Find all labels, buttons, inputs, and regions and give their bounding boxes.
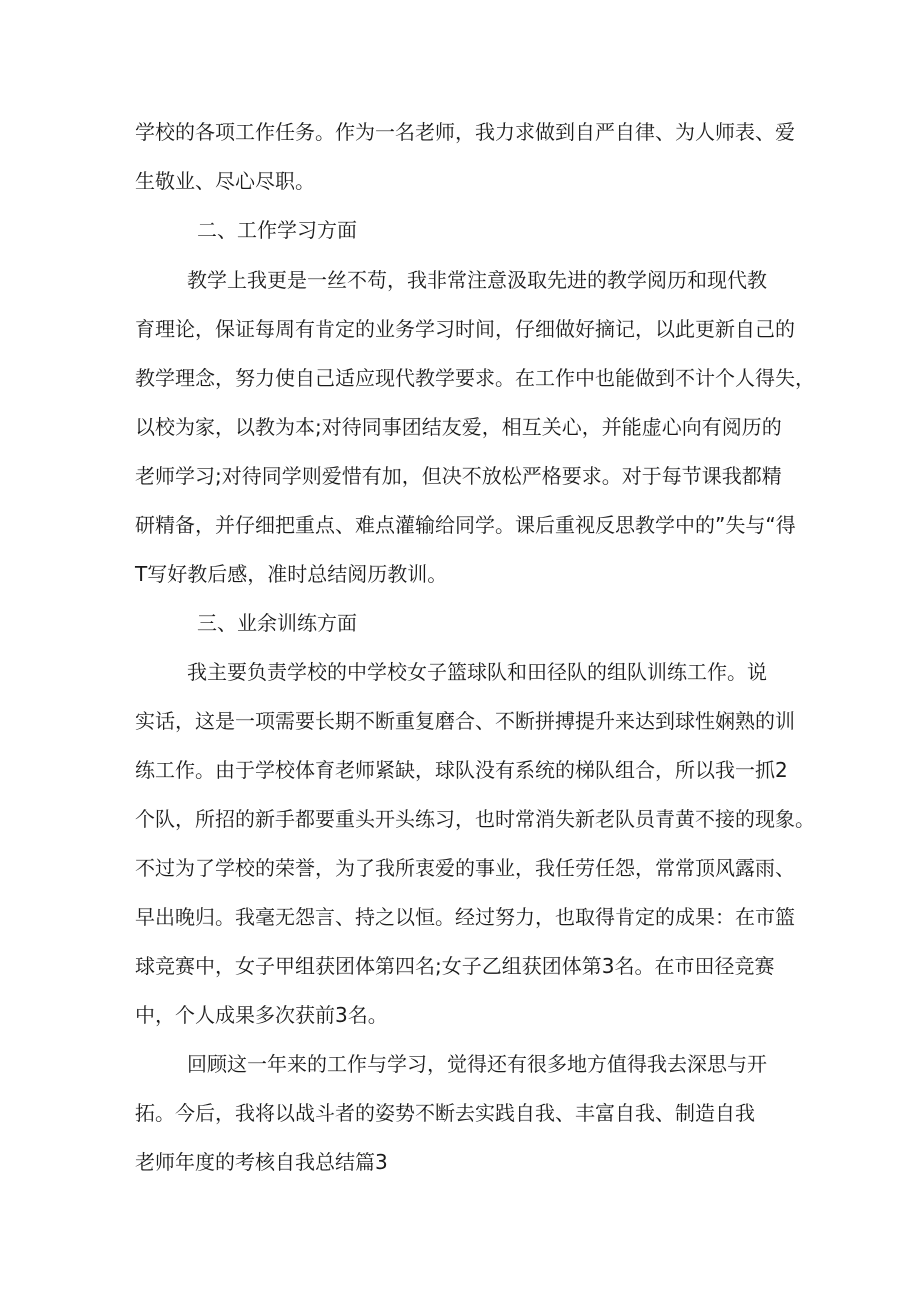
paragraph-line: 不过为了学校的荣誉，为了我所衷爱的事业，我任劳任怨，常常顶风露雨、	[135, 856, 795, 880]
paragraph-line: 学校的各项工作任务。作为一名老师，我力求做到自严自律、为人师表、爱	[135, 120, 795, 144]
paragraph-line: 以校为家，以教为本;对待同事团结友爱，相互关心，并能虚心向有阅历的	[135, 415, 782, 439]
paragraph-line: 球竞赛中，女子甲组获团体第四名;女子乙组获团体第3名。在市田径竞赛	[135, 954, 775, 978]
paragraph-line: 中，个人成果多次获前3名。	[135, 1003, 388, 1027]
paragraph-line: 回顾这一年来的工作与学习，觉得还有很多地方值得我去深思与开	[187, 1052, 767, 1076]
paragraph-line: T写好教后感，准时总结阅历教训。	[135, 562, 448, 586]
paragraph-line: 练工作。由于学校体育老师紧缺，球队没有系统的梯队组合，所以我一抓2	[135, 758, 788, 782]
paragraph-line: 教学理念，努力使自己适应现代教学要求。在工作中也能做到不计个人得失，	[135, 366, 815, 390]
paragraph-line: 个队，所招的新手都要重头开头练习，也时常消失新老队员青黄不接的现象。	[135, 807, 815, 831]
paragraph-line: 育理论，保证每周有肯定的业务学习时间，仔细做好摘记，以此更新自己的	[135, 317, 795, 341]
paragraph-line: 我主要负责学校的中学校女子篮球队和田径队的组队训练工作。说	[187, 660, 767, 684]
document-title: 老师年度的考核自我总结篇3	[135, 1150, 388, 1174]
section-heading-work-study: 二、工作学习方面	[197, 218, 357, 242]
paragraph-line: 生敬业、尽心尽职。	[135, 169, 315, 193]
paragraph-line: 老师学习;对待同学则爱惜有加，但决不放松严格要求。对于每节课我都精	[135, 464, 782, 488]
paragraph-line: 实话，这是一项需要长期不断重复磨合、不断拼搏提升来达到球性娴熟的训	[135, 709, 795, 733]
paragraph-line: 教学上我更是一丝不苟，我非常注意汲取先进的教学阅历和现代教	[187, 268, 767, 292]
section-heading-training: 三、业余训练方面	[197, 611, 357, 635]
paragraph-line: 研精备，并仔细把重点、难点灌输给同学。课后重视反思教学中的”失与“得	[135, 513, 796, 537]
paragraph-line: 早出晚归。我毫无怨言、持之以恒。经过努力，也取得肯定的成果：在市篮	[135, 905, 795, 929]
paragraph-line: 拓。今后，我将以战斗者的姿势不断去实践自我、丰富自我、制造自我	[135, 1101, 755, 1125]
